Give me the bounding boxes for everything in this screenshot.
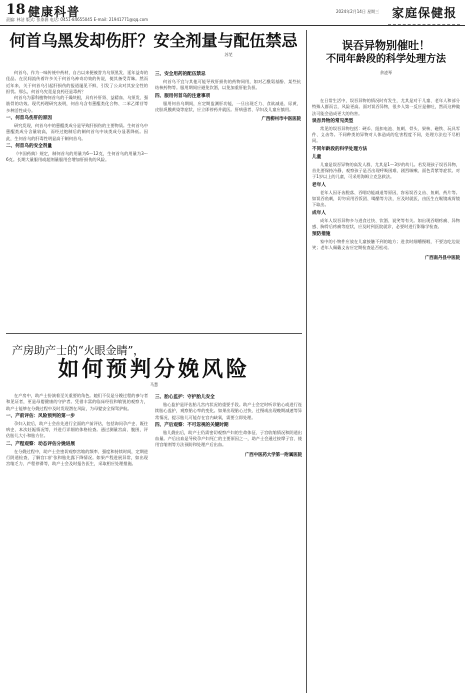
- article2-author: 马慧: [150, 382, 158, 387]
- article1-paragraph: 何首乌不宜与其他可能导致肝损伤的药物同用，如对乙酰氨基酚、某些抗结核药物等。服用期间应避免饮酒，以免加重肝脏负担。: [155, 79, 301, 91]
- article1-title: 何首乌黑发却伤肝？安全剂量与配伍禁忌: [9, 31, 298, 50]
- article1-col-left: [6, 70, 148, 328]
- article3-header: [312, 38, 460, 96]
- dateline: 2024年2月14日 星期三: [336, 9, 380, 14]
- article2-paragraph: 在分娩过程中，助产士会密切观察宫缩的频率、强度和持续时间，定期进行阴道检查，了解宫口扩张和胎先露下降情况。如果产程进展异常，如出现宫缩乏力、产程停滞等，助产士会及时报告医生，采取相应处理措施。: [6, 448, 148, 467]
- article3-paragraph: 在日常生活中，误吞异物的情况时有发生，尤其是对于儿童、老年人和部分特殊人群而言，风险更高。面对误吞异物，很多人第一反应是催吐，然而这种做法可能会造成更大的伤害。: [312, 98, 460, 116]
- article1-paragraph: 研究发现，何首乌中的蒽醌类成分是导致肝损伤的主要物质。生何首乌中蒽醌类成分含量较高，而经过炮制后的制何首乌中该类成分显著降低。因此，生何首乌的肝毒性明显高于制何首乌。: [6, 123, 148, 141]
- article3-title-line2: 不同年龄段的科学处理方法: [326, 54, 446, 65]
- article3-subhead: 老年人: [312, 182, 326, 188]
- article3-subhead: 成年人: [312, 210, 326, 216]
- article3-title-line1: 误吞异物别催吐！: [342, 39, 430, 52]
- article2-paragraph: 孕妇入院后，助产士会首先进行全面的产前评估，包括询问孕产史、既往病史、本次妊娠情况等，并进行详细的体格检查。通过测量宫高、腹围，评估胎儿大小和胎方位。: [6, 420, 148, 439]
- article3-subhead: 不同年龄段的科学处理方法: [312, 146, 368, 152]
- article2-subhead: 二、产程观察：动态评估分娩进展: [6, 441, 75, 447]
- article3-subhead: 误吞异物的常见类型: [312, 118, 354, 124]
- page-number: 18: [6, 2, 26, 18]
- article1-paragraph: 何首乌，作为一味传统中药材，自古以来便被誉为乌须黑发、延年益寿的佳品。在民间流传着许多关于何首乌神奇功效的传说，使其备受青睐。然而近年来，关于何首乌引起肝损伤的报道屡见不鲜，引发了公众对其安全性的担忧。那么，何首乌究竟是良药还是毒药？: [6, 70, 148, 94]
- article1-subhead: 四、服用何首乌的注意事项: [155, 93, 211, 99]
- article2-source: 广西中医药大学第一附属医院: [244, 452, 302, 458]
- article1-author: 苏芜: [224, 52, 233, 57]
- article2-col-left: [6, 393, 148, 693]
- article2-kicker: 产房助产士的“火眼金睛”，: [12, 344, 145, 357]
- column-divider: [306, 30, 307, 693]
- article1-subhead: 二、何首乌的安全剂量: [6, 143, 52, 149]
- article1-paragraph: 《中国药典》规定，制何首乌的用量为6～12克，生何首乌的用量为3～6克。长期大量服用或超剂量服用会增加肝损伤的风险。: [6, 150, 148, 163]
- masthead: [0, 0, 465, 26]
- article2-title: 如何预判分娩风险: [58, 356, 250, 381]
- article2-paragraph: 胎心监护是评估胎儿宫内状况的重要手段。助产士会定时听诊胎心或进行连续胎心监护，观察胎心率的变化。如果出现胎心过快、过慢或出现晚期减速等异常情况，提示胎儿可能存在宫内缺氧，需要立即处理。: [155, 402, 302, 420]
- section-divider: [6, 333, 302, 334]
- article1-subhead: 三、安全用药的配伍禁忌: [155, 72, 206, 77]
- article3-paragraph: 儿童是误吞异物的高发人群，尤其是1～3岁的幼儿。若发现孩子误吞异物，首先要保持冷静，观察孩子是否出现呼吸困难、剧烈咳嗽、面色青紫等症状。对于1岁以上的儿童，可采用海姆立克急救法。: [312, 161, 460, 180]
- article2-subhead: 四、产后观察：不可忽视的关键时期: [155, 422, 229, 428]
- article3-source: 广西南丹县中医院: [424, 255, 460, 261]
- article3-paragraph: 常见的误吞异物包括：硬币、纽扣电池、鱼刺、骨头、果核、磁铁、玩具零件、义齿等。不同种类的异物对人体造成的危害程度不同，处理方法也不尽相同。: [312, 125, 460, 144]
- article3-paragraph: 家中的小物件应放在儿童接触不到的地方；进食时细嚼慢咽，不要边吃边说笑；老年人佩戴义齿应定期检查是否松动。: [312, 239, 460, 251]
- article1-source: 广西柳州市中医医院: [261, 117, 301, 123]
- editors-line: 责编: 林洁 版式: 张泰源 电话: 0451-84655045 E-mail: 21941771@qq.com: [6, 17, 149, 22]
- article3-subhead: 预防措施: [312, 232, 331, 238]
- article3-paragraph: 成年人误吞异物多与进食过快、饮酒、说笑等有关。如出现吞咽疼痛、异物感、胸骨后疼痛等症状，应及时到医院就诊，必要时进行影像学检查。: [312, 217, 460, 229]
- article2-paragraph: 胎儿娩出后，助产士仍需密切观察产妇的生命体征、子宫收缩情况和阴道出血量。产后出血是导致孕产妇死亡的主要原因之一，助产士会通过按摩子宫、使用宫缩剂等方法预防和处理产后出血。: [155, 429, 302, 448]
- article1-header: [6, 30, 301, 68]
- article3-paragraph: 老年人因牙齿脱落、吞咽功能减退等原因，容易误吞义齿、鱼刺、药片等。如误吞鱼刺，切勿采用吞饭团、喝醋等方法，应及时就医，由医生在喉镜或胃镜下取出。: [312, 189, 460, 208]
- article1-paragraph: 何首乌为蓼科植物何首乌的干燥块根，具有补肝肾、益精血、乌须发、强筋骨的功效。现代药理研究表明，何首乌含有蒽醌类化合物、二苯乙烯苷等多种活性成分。: [6, 95, 148, 113]
- newspaper-title: 家庭保健报: [392, 6, 458, 20]
- article3-column: [312, 98, 460, 693]
- article2-subhead: 三、胎心监护：守护胎儿安全: [155, 395, 215, 400]
- article1-subhead: 一、何首乌伤肝的原因: [6, 116, 52, 122]
- article2-col-right: [155, 393, 302, 693]
- article1-col-right: [155, 70, 301, 328]
- article2-paragraph: 在产房中，助产士扮演着至关重要的角色。她们不仅是分娩过程的参与者和见证者，更是母婴健康的守护者。凭借丰富的临床经验和敏锐的观察力，助产士能够在分娩过程中及时发现潜在风险，为母婴安全保驾护航。: [6, 393, 148, 411]
- title-divider: [388, 24, 460, 25]
- article2-header: [6, 356, 302, 390]
- article3-subhead: 儿童: [312, 154, 322, 160]
- article1-paragraph: 服用何首乌期间，应定期监测肝功能，一旦出现乏力、食欲减退、尿黄、皮肤巩膜黄染等症状，应立即停药并就医。肝病患者、孕妇及儿童应慎用。: [155, 100, 301, 112]
- section-name: 健康科普: [28, 5, 81, 19]
- article2-subhead: 一、产前评估：风险预判的第一步: [6, 413, 75, 419]
- article3-author: 余凌琴: [380, 70, 392, 75]
